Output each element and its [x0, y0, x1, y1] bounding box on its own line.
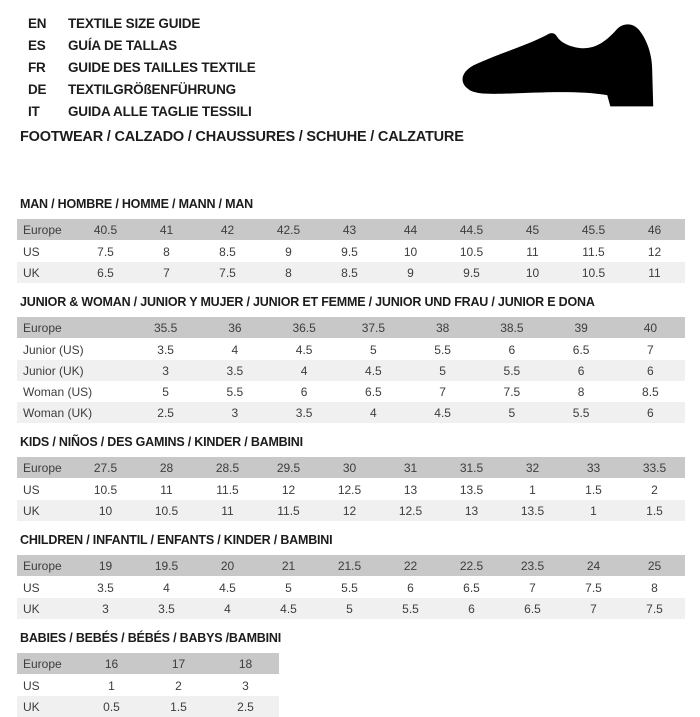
size-cell: 1: [590, 503, 597, 518]
size-cell: 27.5: [93, 460, 118, 475]
table-row: [17, 696, 279, 717]
size-cell: 3.5: [295, 405, 313, 420]
row-label: Junior (US): [23, 342, 84, 357]
size-cell: 6: [468, 601, 475, 616]
row-label: Europe: [23, 460, 62, 475]
row-label: UK: [23, 601, 40, 616]
size-cell: 7.5: [97, 244, 114, 259]
size-cell: 2.5: [157, 405, 174, 420]
size-cell: 35.5: [153, 320, 178, 335]
section-title: JUNIOR & WOMAN / JUNIOR Y MUJER / JUNIOR ET FEMME / JUNIOR UND FRAU / JUNIOR E DONA: [20, 295, 595, 309]
size-cell: 10.5: [581, 265, 606, 280]
size-cell: 6: [577, 363, 585, 378]
section-babies: [17, 631, 685, 717]
size-cell: 38: [435, 320, 450, 335]
size-cell: 30: [342, 460, 357, 475]
size-cell: 6: [508, 342, 516, 357]
lang-code: IT: [28, 104, 40, 119]
size-cell: 10: [525, 265, 540, 280]
size-cell: 41: [159, 222, 174, 237]
size-cell: 1: [108, 678, 115, 693]
size-cell: 32: [525, 460, 540, 475]
size-cell: 5.5: [341, 580, 358, 595]
size-cell: 5: [162, 384, 169, 399]
size-cell: 28.5: [215, 460, 240, 475]
language-row-fr: [28, 57, 256, 79]
size-cell: 1.5: [646, 503, 663, 518]
section-junior-woman: [17, 295, 685, 423]
language-row-it: [28, 101, 256, 123]
size-cell: 7: [647, 342, 654, 357]
lang-label: GUIDA ALLE TAGLIE TESSILI: [68, 104, 252, 119]
size-cell: 22.5: [459, 558, 484, 573]
table-row: [17, 457, 685, 479]
lang-label: GUIDE DES TAILLES TEXTILE: [68, 60, 256, 75]
size-cell: 6.5: [97, 265, 114, 280]
size-cell: 6.5: [572, 342, 590, 357]
size-cell: 3: [242, 678, 249, 693]
size-cell: 12: [647, 244, 662, 259]
size-cell: 3: [162, 363, 169, 378]
size-cell: 39: [574, 320, 588, 335]
row-label: Europe: [23, 656, 62, 671]
size-cell: 46: [647, 222, 662, 237]
size-cell: 44: [403, 222, 418, 237]
size-cell: 11.5: [216, 482, 239, 497]
size-cell: 8: [163, 244, 170, 259]
size-table-man: [17, 219, 685, 283]
size-cell: 17: [171, 656, 186, 671]
size-cell: 6.5: [524, 601, 541, 616]
size-table-children: [17, 555, 685, 619]
size-cell: 7: [163, 265, 170, 280]
section-title: MAN / HOMBRE / HOMME / MANN / MAN: [20, 197, 253, 211]
size-cell: 36.5: [292, 320, 316, 335]
size-cell: 10: [98, 503, 113, 518]
size-cell: 5.5: [572, 405, 590, 420]
size-cell: 9: [285, 244, 292, 259]
category-title: FOOTWEAR / CALZADO / CHAUSSURES / SCHUHE / CALZATURE: [20, 129, 464, 145]
table-row: [17, 500, 685, 521]
row-label: UK: [23, 699, 40, 714]
size-cell: 31.5: [459, 460, 484, 475]
size-cell: 5.5: [226, 384, 244, 399]
size-cell: 5: [285, 580, 292, 595]
size-cell: 3.5: [157, 342, 174, 357]
row-label: Europe: [23, 320, 62, 335]
size-cell: 4: [231, 342, 239, 357]
size-cell: 12.5: [398, 503, 423, 518]
size-cell: 5.5: [402, 601, 419, 616]
size-cell: 5: [346, 601, 353, 616]
size-cell: 13: [464, 503, 479, 518]
size-cell: 36: [228, 320, 242, 335]
table-row: [17, 219, 685, 241]
size-cell: 8.5: [219, 244, 236, 259]
table-row: [17, 675, 279, 697]
size-cell: 10.5: [93, 482, 118, 497]
size-cell: 5.5: [503, 363, 521, 378]
size-cell: 19.5: [154, 558, 179, 573]
size-cell: 42.5: [276, 222, 301, 237]
size-cell: 45.5: [581, 222, 606, 237]
size-cell: 19: [98, 558, 113, 573]
table-row: [17, 339, 685, 361]
table-row: [17, 262, 685, 283]
size-cell: 10.5: [459, 244, 484, 259]
size-cell: 44.5: [459, 222, 484, 237]
size-cell: 13.5: [520, 503, 545, 518]
table-row: [17, 577, 685, 599]
lang-label: TEXTILE SIZE GUIDE: [68, 16, 201, 31]
lang-code: DE: [28, 82, 47, 97]
size-cell: 11: [221, 503, 234, 518]
size-cell: 11: [648, 265, 661, 280]
row-label: US: [23, 580, 40, 595]
size-cell: 25: [647, 558, 662, 573]
size-cell: 7.5: [585, 580, 602, 595]
language-row-en: [28, 13, 256, 35]
size-cell: 4: [370, 405, 377, 420]
size-cell: 13.5: [459, 482, 484, 497]
size-cell: 37.5: [361, 320, 386, 335]
row-label: US: [23, 244, 40, 259]
table-row: [17, 598, 685, 619]
size-cell: 40: [643, 320, 658, 335]
size-cell: 6: [647, 405, 654, 420]
size-cell: 22: [403, 558, 418, 573]
size-cell: 7: [590, 601, 597, 616]
size-cell: 2: [175, 678, 182, 693]
row-label: Woman (UK): [23, 405, 93, 420]
table-row: [17, 653, 279, 675]
size-cell: 42: [220, 222, 235, 237]
size-cell: 23.5: [520, 558, 545, 573]
size-cell: 31: [403, 460, 418, 475]
table-row: [17, 402, 685, 423]
size-cell: 29.5: [276, 460, 301, 475]
lang-code: FR: [28, 60, 46, 75]
size-cell: 5.5: [434, 342, 451, 357]
section-title: CHILDREN / INFANTIL / ENFANTS / KINDER / BAMBINI: [20, 533, 333, 547]
size-cell: 18: [238, 656, 253, 671]
size-cell: 9.5: [341, 244, 358, 259]
size-cell: 45: [525, 222, 540, 237]
size-cell: 7: [529, 580, 536, 595]
size-cell: 7.5: [503, 384, 521, 399]
size-cell: 2.5: [237, 699, 254, 714]
size-cell: 43: [342, 222, 357, 237]
size-table-junior-woman: [17, 317, 685, 423]
size-cell: 11.5: [582, 244, 605, 259]
language-row-es: [28, 35, 256, 57]
size-cell: 6: [300, 384, 308, 399]
size-cell: 7.5: [646, 601, 663, 616]
size-cell: 6.5: [463, 580, 480, 595]
size-cell: 13: [403, 482, 418, 497]
size-cell: 0.5: [103, 699, 120, 714]
section-man: [17, 197, 685, 283]
lang-label: TEXTILGRÖßENFÜHRUNG: [68, 82, 236, 97]
row-label: UK: [23, 265, 40, 280]
size-cell: 8.5: [642, 384, 659, 399]
size-cell: 2: [651, 482, 658, 497]
size-cell: 4.5: [219, 580, 236, 595]
table-row: [17, 317, 685, 339]
size-cell: 38.5: [500, 320, 524, 335]
size-table-kids: [17, 457, 685, 521]
size-cell: 33.5: [642, 460, 667, 475]
size-cell: 4: [163, 580, 170, 595]
section-title: BABIES / BEBÉS / BÉBÉS / BABYS /BAMBINI: [20, 631, 281, 645]
size-cell: 4.5: [280, 601, 297, 616]
size-cell: 1.5: [170, 699, 187, 714]
size-cell: 16: [104, 656, 119, 671]
size-cell: 21.5: [337, 558, 362, 573]
size-cell: 1.5: [585, 482, 602, 497]
row-label: US: [23, 678, 40, 693]
size-cell: 3.5: [226, 363, 244, 378]
size-cell: 12: [281, 482, 296, 497]
size-cell: 7: [439, 384, 446, 399]
size-cell: 11: [526, 244, 539, 259]
size-cell: 7.5: [219, 265, 236, 280]
size-cell: 8.5: [341, 265, 358, 280]
table-row: [17, 241, 685, 263]
dress-shoe-icon: [455, 12, 690, 117]
size-cell: 3.5: [158, 601, 175, 616]
size-cell: 10.5: [154, 503, 179, 518]
row-label: Woman (US): [23, 384, 93, 399]
size-cell: 24: [586, 558, 601, 573]
row-label: US: [23, 482, 40, 497]
size-cell: 3: [231, 405, 239, 420]
size-cell: 3.5: [97, 580, 114, 595]
size-tables: [17, 197, 685, 717]
size-cell: 1: [529, 482, 536, 497]
lang-code: ES: [28, 38, 46, 53]
size-cell: 12.5: [337, 482, 362, 497]
size-cell: 40.5: [93, 222, 118, 237]
size-cell: 9.5: [463, 265, 480, 280]
table-row: [17, 360, 685, 381]
size-cell: 4.5: [365, 363, 382, 378]
size-cell: 6.5: [365, 384, 382, 399]
section-title: KIDS / NIÑOS / DES GAMINS / KINDER / BAMBINI: [20, 435, 303, 449]
size-cell: 5: [508, 405, 516, 420]
language-row-de: [28, 79, 256, 101]
size-cell: 4: [224, 601, 231, 616]
size-cell: 5: [439, 363, 446, 378]
size-cell: 4.5: [434, 405, 451, 420]
size-cell: 6: [647, 363, 654, 378]
size-cell: 9: [407, 265, 414, 280]
size-cell: 12: [342, 503, 357, 518]
size-cell: 6: [407, 580, 414, 595]
lang-code: EN: [28, 16, 47, 31]
size-cell: 8: [651, 580, 658, 595]
row-label: Junior (UK): [23, 363, 84, 378]
size-cell: 8: [285, 265, 292, 280]
size-cell: 8: [577, 384, 585, 399]
size-cell: 20: [220, 558, 235, 573]
section-children: [17, 533, 685, 619]
size-cell: 11.5: [277, 503, 300, 518]
size-cell: 3: [102, 601, 109, 616]
size-table-babies: [17, 653, 279, 717]
size-cell: 5: [370, 342, 377, 357]
size-cell: 28: [159, 460, 174, 475]
table-row: [17, 381, 685, 402]
size-cell: 11: [160, 482, 173, 497]
size-cell: 4: [300, 363, 308, 378]
lang-label: GUÍA DE TALLAS: [68, 38, 177, 53]
size-cell: 21: [281, 558, 296, 573]
size-cell: 33: [586, 460, 601, 475]
row-label: Europe: [23, 558, 62, 573]
row-label: UK: [23, 503, 40, 518]
size-cell: 10: [403, 244, 418, 259]
size-cell: 4.5: [295, 342, 313, 357]
table-row: [17, 555, 685, 577]
section-kids: [17, 435, 685, 521]
table-row: [17, 479, 685, 501]
language-list: [28, 13, 256, 123]
row-label: Europe: [23, 222, 62, 237]
